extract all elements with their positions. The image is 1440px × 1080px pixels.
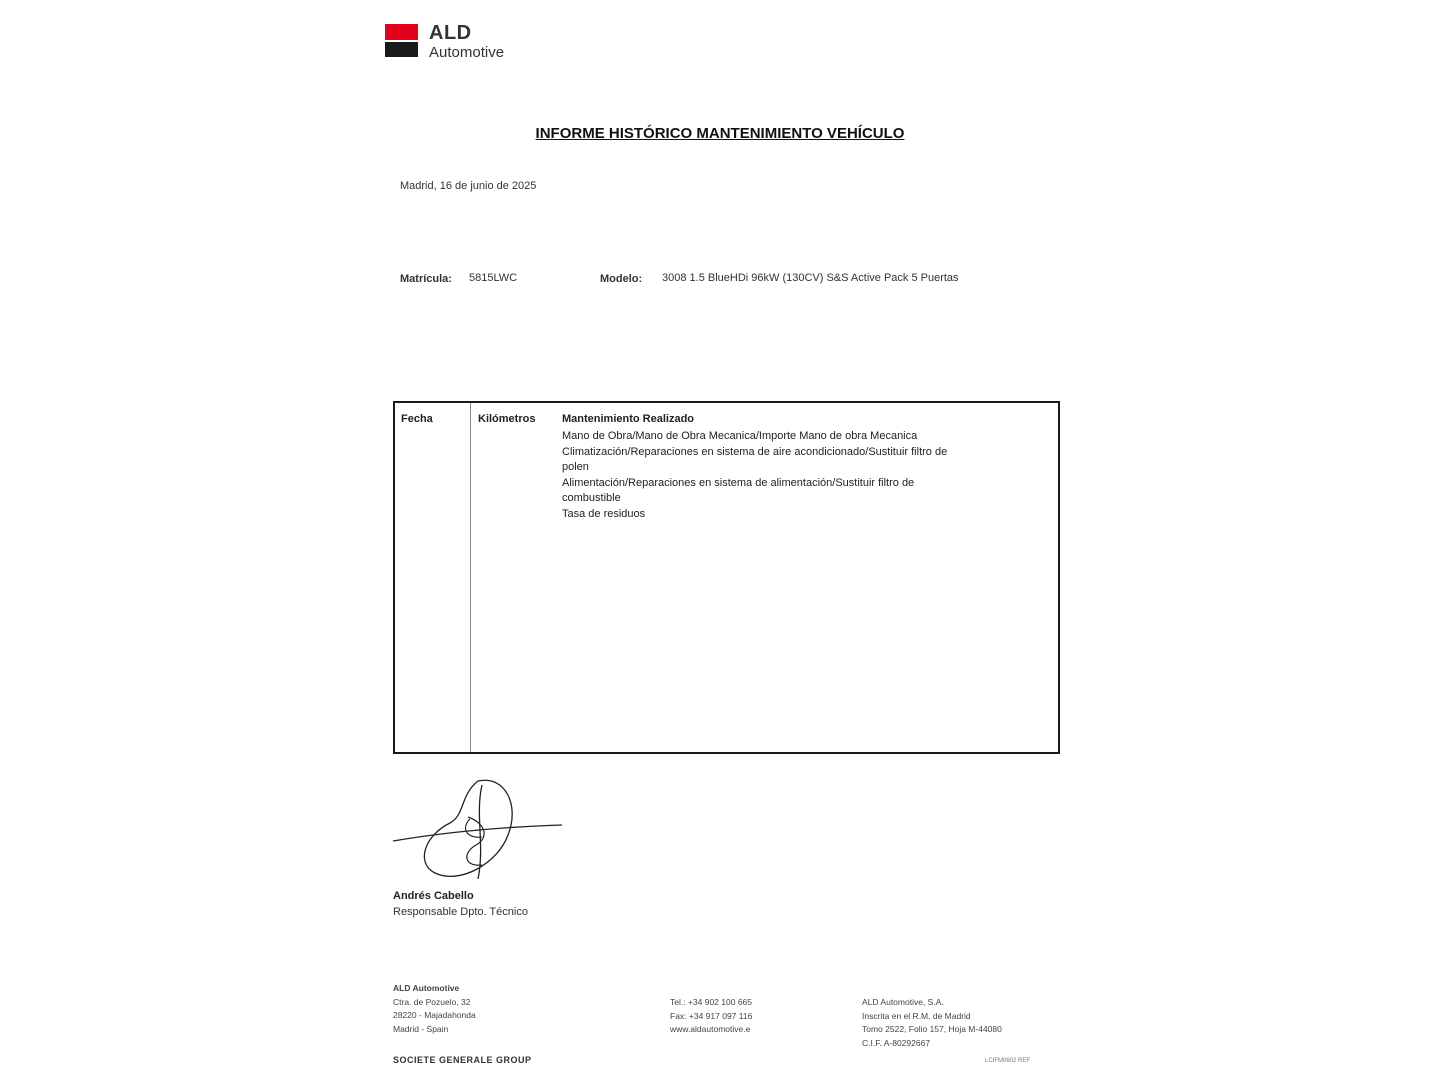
footer-legal-line: ALD Automotive, S.A.	[862, 997, 944, 1007]
brand-subtitle: Automotive	[429, 44, 505, 61]
footer-fax: Fax: +34 917 097 116	[670, 1010, 753, 1021]
footer-reference: LCIFM0602 REF	[985, 1058, 1031, 1064]
footer-address-line: Madrid - Spain	[393, 1023, 449, 1034]
maintenance-line: Tasa de residuos	[562, 507, 646, 520]
header-km: Kilómetros	[478, 413, 536, 425]
maintenance-list	[562, 429, 982, 522]
document-title: INFORME HISTÓRICO MANTENIMIENTO VEHÍCULO	[535, 125, 905, 142]
model-value: 3008 1.5 BlueHDi 96kW (130CV) S&S Active Pack 5 Puertas	[662, 272, 959, 284]
maintenance-line: combustible	[562, 492, 621, 504]
signature-image	[390, 775, 565, 885]
plate-label: Matrícula:	[400, 273, 452, 285]
footer-legal-block	[862, 996, 1002, 1050]
signatory-role: Responsable Dpto. Técnico	[393, 906, 528, 918]
footer-address-line: Ctra. de Pozuelo, 32	[393, 996, 471, 1007]
maintenance-line: Climatización/Reparaciones en sistema de aire acondicionado/Sustituir filtro de	[562, 445, 948, 458]
maintenance-table	[393, 401, 1060, 754]
brand-logo-mark	[385, 24, 418, 57]
column-divider	[470, 403, 471, 752]
footer-phone: Tel.: +34 902 100 665	[670, 997, 752, 1007]
maintenance-line: polen	[562, 461, 589, 473]
footer-contact-block	[670, 996, 752, 1037]
footer-website: www.aldautomotive.e	[670, 1024, 751, 1034]
maintenance-line: Mano de Obra/Mano de Obra Mecanica/Importe Mano de obra Mecanica	[562, 430, 918, 442]
plate-value: 5815LWC	[469, 272, 518, 284]
maintenance-line: Alimentación/Reparaciones en sistema de alimentación/Sustituir filtro de	[562, 476, 915, 489]
footer-address-block	[393, 982, 476, 1036]
brand-name: ALD	[429, 22, 472, 44]
model-label: Modelo:	[600, 273, 643, 285]
footer-company: ALD Automotive	[393, 983, 460, 993]
header-maintenance: Mantenimiento Realizado	[562, 413, 695, 425]
footer-group-name: SOCIETE GENERALE GROUP	[393, 1055, 532, 1065]
footer-legal-line: C.I.F. A-80292667	[862, 1037, 931, 1048]
date-line: Madrid, 16 de junio de 2025	[400, 180, 537, 192]
footer-legal-line: Tomo 2522, Folio 157, Hoja M-44080	[862, 1024, 1002, 1034]
footer-address-line: 28220 - Majadahonda	[393, 1010, 476, 1020]
header-date: Fecha	[401, 413, 433, 425]
signatory-name: Andrés Cabello	[393, 890, 474, 902]
footer-legal-line: Inscrita en el R.M. de Madrid	[862, 1010, 971, 1021]
